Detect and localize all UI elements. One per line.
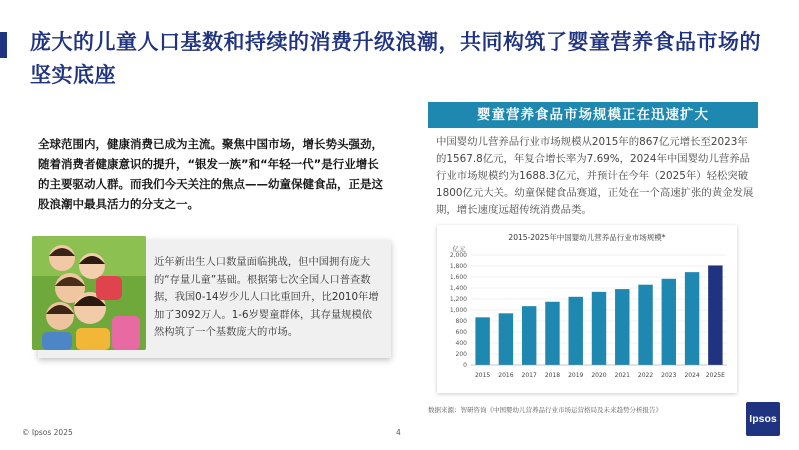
x-tick-label: 2016 — [498, 372, 514, 379]
chart-title: 2015-2025年中国婴幼儿营养品行业市场规模* — [508, 233, 666, 242]
title-accent-bar — [0, 32, 7, 58]
source-note: 数据来源：智研咨询《中国婴幼儿营养品行业市场运营格局及未来趋势分析报告》 — [428, 406, 662, 414]
x-tick-label: 2017 — [521, 372, 537, 379]
bar-2018 — [545, 302, 559, 365]
x-tick-label: 2020 — [591, 372, 607, 379]
x-tick-label: 2024 — [684, 372, 700, 379]
slide-title: 庞大的儿童人口基数和持续的消费升级浪潮，共同构筑了婴童营养食品市场的坚实底座 — [30, 30, 761, 87]
market-panel-header: 婴童营养食品市场规模正在迅速扩大 — [428, 102, 758, 128]
ipsos-logo: Ipsos — [746, 402, 780, 436]
y-tick-label: 1,600 — [449, 274, 467, 281]
bar-2024 — [685, 272, 699, 365]
y-tick-label: 800 — [455, 318, 467, 325]
x-tick-label: 2025E — [705, 372, 725, 379]
x-tick-label: 2023 — [661, 372, 677, 379]
y-tick-label: 2,000 — [449, 252, 467, 259]
children-photo — [32, 236, 146, 350]
y-tick-label: 400 — [455, 340, 467, 347]
page-number: 4 — [396, 428, 401, 437]
bar-2016 — [499, 313, 513, 365]
bar-2025E — [708, 265, 722, 365]
x-tick-label: 2021 — [614, 372, 630, 379]
y-tick-label: 1,400 — [449, 285, 467, 292]
population-paragraph: 近年新出生人口数量面临挑战，但中国拥有庞大的“存量儿童”基础。根据第七次全国人口普查数据，我国0-14岁少儿人口比重回升，比2010年增加了3092万人。1-6岁婴童群体，其存量规模依然构筑了一个基数庞大的市场。 — [154, 256, 379, 338]
x-tick-label: 2015 — [474, 372, 491, 379]
x-tick-label: 2018 — [544, 372, 561, 379]
bar-2022 — [638, 285, 652, 365]
bar-2019 — [569, 297, 583, 365]
bar-2021 — [615, 289, 629, 365]
x-tick-label: 2022 — [637, 372, 654, 379]
y-tick-label: 200 — [455, 351, 467, 358]
y-tick-label: 0 — [463, 362, 467, 369]
market-size-chart-card — [437, 225, 737, 393]
market-paragraph: 中国婴幼儿营养品行业市场规模从2015年的867亿元增长至2023年的1567.8亿元，年复合增长率为7.69%，2024年中国婴幼儿营养品行业市场规模约为1688.3亿元，并预计在今年（2025年）轻松突破1800亿元大关。幼童保健食品赛道，正处在一个高速扩张的黄金发展期，增长速度远超传统消费品类。 — [436, 136, 754, 216]
y-tick-label: 1,000 — [449, 307, 467, 314]
bar-2020 — [592, 292, 606, 365]
children-photo-card — [38, 240, 391, 358]
intro-paragraph: 全球范围内，健康消费已成为主流。聚焦中国市场，增长势头强劲，随着消费者健康意识的提升，“银发一族”和“年轻一代”是行业增长的主要驱动人群。而我们今天关注的焦点——幼童保健食品，正是这股浪潮中最具活力的分支之一。 — [38, 137, 383, 211]
y-tick-label: 600 — [455, 329, 467, 336]
y-tick-label: 1,800 — [449, 263, 467, 270]
bar-2023 — [662, 279, 676, 365]
y-tick-label: 1,200 — [449, 296, 467, 303]
market-size-chart — [437, 225, 737, 393]
bar-2015 — [475, 317, 489, 365]
bar-2017 — [522, 306, 536, 365]
x-tick-label: 2019 — [568, 372, 584, 379]
y-axis-unit-label: 亿元 — [452, 245, 466, 253]
footer-copyright: © Ipsos 2025 — [22, 428, 73, 437]
